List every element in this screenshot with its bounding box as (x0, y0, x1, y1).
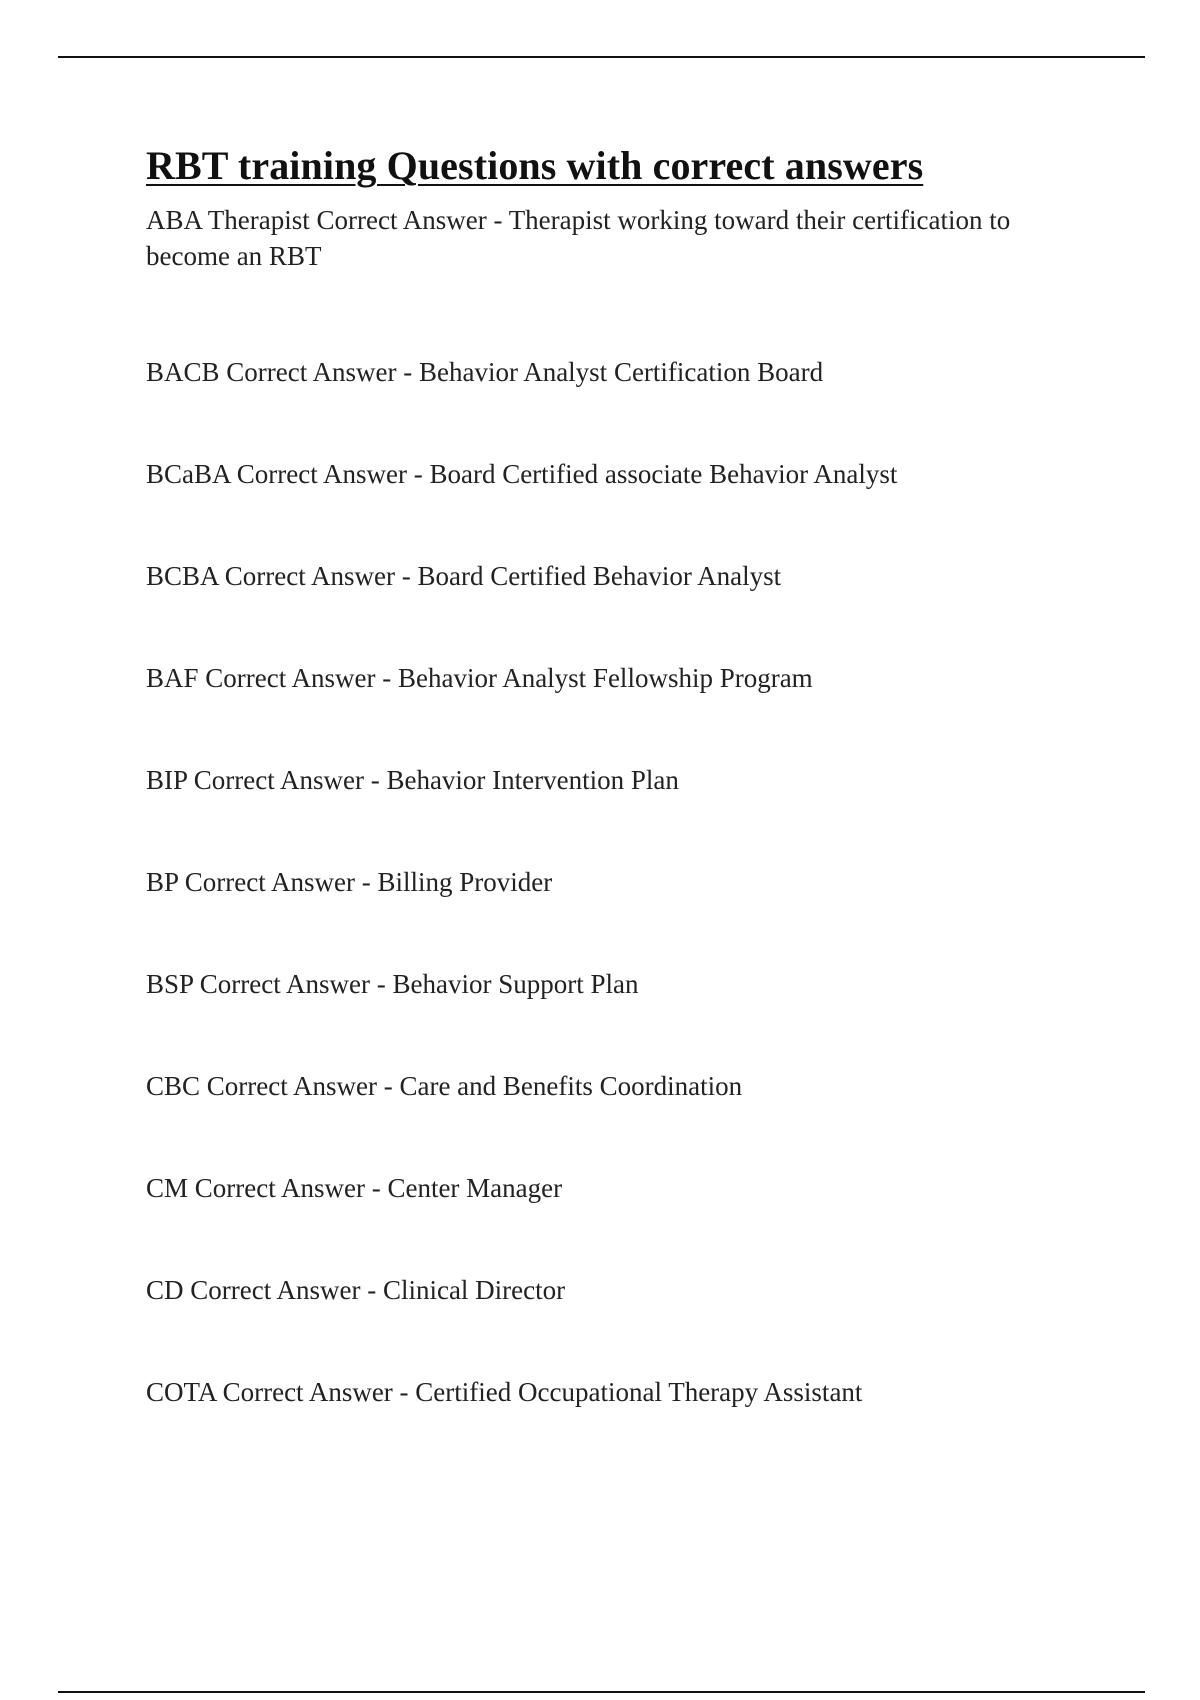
qa-item-cota: COTA Correct Answer - Certified Occupational Therapy Assistant (146, 1377, 863, 1407)
qa-item-aba-therapist: ABA Therapist Correct Answer - Therapist working toward their certification to become an RBT (146, 205, 1011, 271)
qa-list (146, 202, 1086, 1410)
qa-item-bsp: BSP Correct Answer - Behavior Support Plan (146, 969, 639, 999)
bottom-divider (58, 1691, 1145, 1693)
qa-item-baf: BAF Correct Answer - Behavior Analyst Fellowship Program (146, 663, 813, 693)
qa-item-cd: CD Correct Answer - Clinical Director (146, 1275, 566, 1305)
qa-item-bcba: BCBA Correct Answer - Board Certified Behavior Analyst (146, 561, 782, 591)
qa-item-bcaba: BCaBA Correct Answer - Board Certified associate Behavior Analyst (146, 459, 898, 489)
top-divider (58, 56, 1145, 58)
qa-item-cm: CM Correct Answer - Center Manager (146, 1173, 563, 1203)
qa-item-bip: BIP Correct Answer - Behavior Intervention Plan (146, 765, 679, 795)
qa-item-bacb: BACB Correct Answer - Behavior Analyst Certification Board (146, 357, 824, 387)
qa-item-cbc: CBC Correct Answer - Care and Benefits Coordination (146, 1071, 743, 1101)
document-title: RBT training Questions with correct answers (146, 143, 924, 188)
document-body (146, 140, 1086, 1410)
qa-item-bp: BP Correct Answer - Billing Provider (146, 867, 553, 897)
